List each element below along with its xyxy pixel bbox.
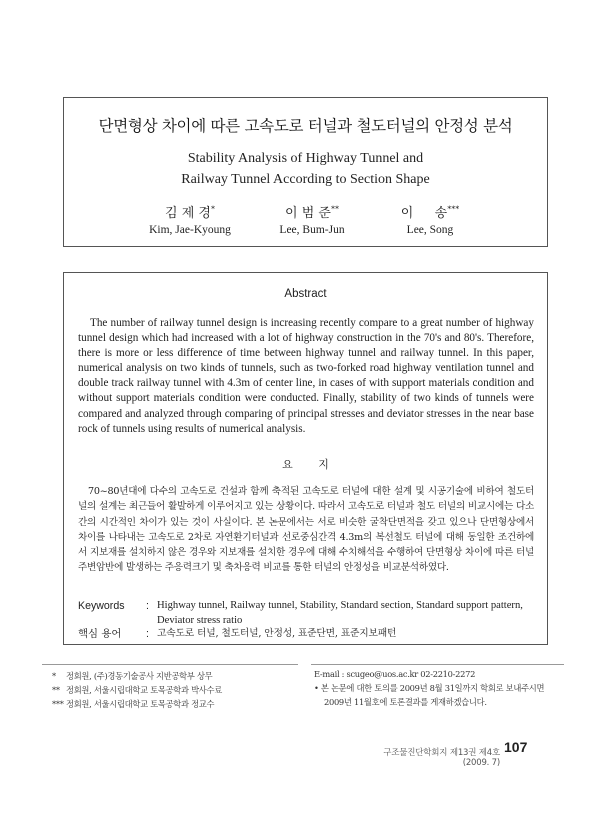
- journal-citation: 구조물진단학회지 제13권 제4호(2009. 7): [383, 748, 500, 768]
- author-2-name-ko: 이 범 준: [285, 206, 331, 221]
- affiliation-3-mark: ***: [52, 699, 64, 710]
- affiliation-3-text: 정회원, 서울시립대학교 토목공학과 정교수: [66, 699, 215, 710]
- affiliation-1-mark: *: [52, 671, 56, 681]
- contact-notes: [314, 667, 569, 710]
- title-english-line-2: Railway Tunnel According to Section Shape: [181, 172, 430, 187]
- title-english: [64, 148, 547, 190]
- title-korean: 단면형상 차이에 따른 고속도로 터널과 철도터널의 안정성 분석: [98, 117, 513, 135]
- affiliation-2-text: 정회원, 서울시립대학교 토목공학과 박사수료: [66, 685, 222, 696]
- discussion-note-line-1: • 본 논문에 대한 토의를 2009년 8월 31일까지 학회로 보내주시면: [314, 683, 545, 694]
- author-1-name-ko: 김 제 경: [165, 206, 211, 221]
- summary-text: 70~80년대에 다수의 고속도로 건설과 함께 축적된 고속도로 터널에 대한 설계 및 시공기술에 비하여 철도터널의 설계는 최근들어 활발하게 이루어지고 있는 상황이다. 따라서 고속도로 터널과 철도 터널의 비교시에는 다소간의 시간적인 차이가 있는 것이 사실이다. 본 논문에서는 서로 비슷한 굴착단면적을 갖고 있으나 단면형상에서 차이를 나타내는 고속도로 2차로 자연환기터널과 선로중심간격 4.3m의 복선철도 터널에 대해 동일한 조건하에서 지보재를 설치하지 않은 경우와 지보재를 설치한 경우에 대해 수치해석을 수행하여 단면형상 차이에 따른 터널 주변암반에 발생하는 주응력크기 및 축차응력 비교를 통한 터널의 안정성을 비교분석하였다.: [78, 486, 534, 574]
- author-3-english: Lee, Song: [406, 224, 454, 236]
- discussion-note-line-2: 2009년 11월호에 토론결과를 게재하겠습니다.: [324, 697, 487, 708]
- affiliation-1-text: 정회원, (주)경동기술공사 지반공학부 상무: [66, 671, 213, 681]
- footnote-divider-left: [42, 664, 298, 665]
- affiliation-1: [52, 669, 302, 683]
- abstract-text: The number of railway tunnel design is increasing recently compare to a great number of highway tunnel design which had increased with a lot of highway construction in the 70's and 80's. Therefore, there is more or less difference of time between highway tunnel and railway tunnel. In this paper, numerical analysis on two kinds of tunnels, such as two-forked road highway ventilation tunnel and double track railway tunnel with 4.3m of center line, in cases of with support materials condition and without support materials condition were conducted. Finally, stability of two kinds of tunnels were compared and analyzed through comparing of principal stresses and deviator stresses in the near base rock of tunnels using results of numerical analysis.: [78, 317, 534, 435]
- author-3: [360, 202, 500, 236]
- title-english-line-1: Stability Analysis of Highway Tunnel and: [187, 151, 424, 166]
- affiliation-2: [52, 683, 302, 697]
- keywords-korean-colon: :: [146, 628, 149, 640]
- page-number: 107: [504, 739, 528, 755]
- author-1: [120, 202, 260, 236]
- keywords-english-label: Keywords: [78, 600, 125, 612]
- author-1-english: Kim, Jae-Kyoung: [149, 224, 231, 236]
- author-3-name-ko: 이 송: [400, 206, 448, 221]
- keywords-korean-value: 고속도로 터널, 철도터널, 안정성, 표준단면, 표준지보패턴: [157, 628, 397, 639]
- author-1-korean: [120, 202, 260, 219]
- author-3-korean: [360, 202, 500, 219]
- author-3-mark: ***: [447, 204, 460, 214]
- footnote-divider-right: [311, 664, 564, 665]
- title-box: [63, 97, 548, 247]
- abstract-box: [63, 272, 548, 645]
- keywords-english-colon: :: [146, 600, 149, 612]
- author-affiliations: [52, 669, 302, 712]
- author-1-mark: *: [210, 204, 215, 214]
- keywords-korean-label: 핵심 용어: [78, 628, 122, 640]
- summary-heading: 요 지: [282, 458, 329, 471]
- author-2-mark: **: [330, 204, 339, 214]
- affiliation-2-mark: **: [52, 685, 60, 696]
- author-2-english: Lee, Bum-Jun: [279, 224, 345, 236]
- abstract-heading: Abstract: [284, 288, 327, 300]
- contact-email: E-mail : scugeo@uos.ac.kr 02-2210-2272: [314, 669, 476, 679]
- affiliation-3: [52, 697, 302, 711]
- keywords-english-value: Highway tunnel, Railway tunnel, Stability, Standard section, Standard support pattern, Deviator stress ratio: [157, 600, 523, 626]
